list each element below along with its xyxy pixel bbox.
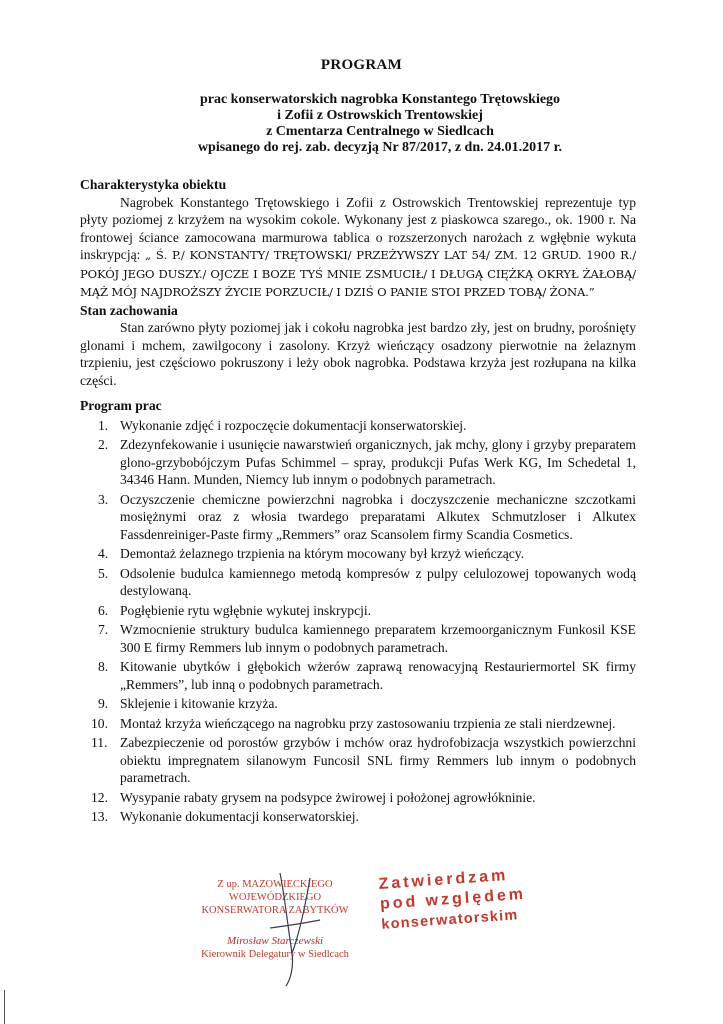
list-item: [80, 621, 636, 656]
subtitle-line: wpisanego do rej. zab. decyzją Nr 87/2017, z dn. 24.01.2017 r.: [197, 140, 563, 155]
list-item: [80, 545, 636, 563]
stamp-line: Zatwierdzam: [378, 866, 509, 893]
item-number: 12.: [91, 789, 108, 805]
item-text: Demontaż żelaznego trzpienia na którym mocowany był krzyż wieńczący.: [120, 546, 525, 561]
item-text: Montaż krzyża wieńczącego na nagrobku przy zastosowaniu trzpienia ze stali nierdzewnej.: [120, 715, 616, 731]
item-text: Odsolenie budulca kamiennego metodą kompresów z pulpy celulozowej topowanych wodą destylowaną.: [120, 565, 636, 598]
list-item: [80, 789, 636, 807]
list-item: [80, 436, 636, 489]
document-title: PROGRAM: [320, 57, 403, 73]
inscription-text: „ Ś. P./ KONSTANTY/ TRĘTOWSKI/ PRZEŻYWSZY LAT 54/ ZM. 12 GRUD. 1900 R./ POKÓJ JEGO DUSZY./ OJCZE I BOZE TYŚ MNIE ZSMUCIŁ/ I DŁUGĄ CIĘŻKĄ OKRYŁ ŻAŁOBĄ/ MĄŻ MÓJ NAJDROŻSZY ŻYCIE PORZUCIŁ/ I DZIŚ O PANIE STOI PRZED TOBĄ/ ŻONA.”: [80, 248, 636, 299]
item-number: 5.: [98, 565, 109, 581]
list-item: [80, 565, 636, 600]
characteristics-text: Nagrobek Konstantego Trętowskiego i Zofii z Ostrowskich Trentowskiej reprezentuje typ płyty poziomej z krzyżem na wysokim cokole. Wykonany jest z piaskowca szarego., ok. 1900 r. Na frontowej ściance zamocowana marmurowa tablica o rozszerzonych narożach z wgłębnie wykuta inskrypcją:: [80, 194, 636, 262]
item-text: Zabezpieczenie od porostów grzybów i mchów oraz hydrofobizacja wszystkich powierzchni obiektu impregnatem silanowym Funcosil SNL firmy Remmers lub innym o podobnych parametrach.: [120, 735, 636, 785]
item-text: Kitowanie ubytków i głębokich wżerów zaprawą renowacyjną Restauriermortel SK firmy „Remmers”, lub inną o podobnych parametrach.: [120, 659, 636, 692]
list-item: [80, 695, 636, 713]
list-item: [80, 417, 636, 435]
stamp-line: konserwatorskim: [380, 907, 519, 933]
subtitle-line: prac konserwatorskich nagrobka Konstantego Trętowskiego: [199, 92, 561, 107]
item-text: Wysypanie rabaty grysem na podsypce żwirowej i położonej agrowłókninie.: [120, 789, 536, 805]
scan-edge-line: [4, 990, 5, 1024]
item-number: 13.: [91, 809, 108, 824]
stamp-name: Mirosław Starczewski: [226, 935, 324, 947]
characteristics-paragraph: [80, 194, 636, 302]
subtitle-line: i Zofii z Ostrowskich Trentowskiej: [277, 108, 483, 123]
section-heading-condition: Stan zachowania: [80, 302, 178, 318]
item-number: 7.: [98, 622, 109, 637]
item-text: Wykonanie zdjęć i rozpoczęcie dokumentacji konserwatorskiej.: [120, 417, 467, 433]
document-body: [80, 176, 636, 828]
list-item: [80, 715, 636, 733]
item-number: 11.: [91, 735, 108, 750]
item-number: 10.: [91, 715, 108, 731]
list-item: [80, 808, 636, 826]
program-list: [80, 417, 636, 826]
stamp-role: Kierownik Delegatury w Siedlcach: [201, 949, 349, 960]
stamp-line: Z up. MAZOWIECKIEGO WOJEWÓDZKIEGO: [217, 879, 333, 903]
list-item: [80, 734, 636, 787]
approval-stamp: [378, 863, 552, 935]
item-text: Sklejenie i kitowanie krzyża.: [120, 696, 278, 711]
item-text: Zdezynfekowanie i usunięcie nawarstwień organicznych, jak mchy, glony i grzyby preparatem glono-grzybobójczym Pufas Schimmel – spray, produkcji Pufas Werk KG, Im Schedetal 1, 34346 Hann. Munden, Niemcy lub innym o podobnych parametrach.: [120, 437, 636, 487]
item-number: 1.: [98, 417, 109, 433]
signature: [250, 868, 340, 988]
item-number: 6.: [98, 602, 109, 618]
item-number: 3.: [98, 491, 109, 507]
item-text: Wykonanie dokumentacji konserwatorskiej.: [120, 809, 359, 824]
document-subtitle: [140, 92, 620, 156]
condition-paragraph: Stan zarówno płyty poziomej jak i cokołu nagrobka jest bardzo zły, jest on brudny, porośnięty glonami i mchem, zawilgocony i zasolony. Krzyż wieńczący osadzony pierwotnie na żelaznym trzpieniu, jest częściowo pokruszony i leży obok nagrobka. Podstawa krzyża jest rozłupana na kilka części.: [80, 320, 636, 388]
list-item: [80, 491, 636, 544]
list-item: [80, 602, 636, 620]
stamp-line: pod względem: [379, 885, 527, 913]
item-number: 4.: [98, 546, 109, 561]
item-number: 9.: [98, 696, 109, 711]
section-heading-characteristics: Charakterystyka obiektu: [80, 177, 227, 192]
stamp-line: KONSERWATORA ZABYTKÓW: [201, 905, 349, 916]
item-text: Oczyszczenie chemiczne powierzchni nagrobka i doczyszczenie mechaniczne szczotkami mosiężnymi oraz z włosia twardego preparatami Alkutex Schmutzloser i Alkutex Fassdenreiniger-Paste firmy „Remmers” oraz Scansolem firmy Scandia Cosmetics.: [120, 491, 636, 542]
subtitle-line: z Cmentarza Centralnego w Siedlcach: [266, 124, 494, 139]
item-number: 2.: [98, 437, 109, 452]
list-item: [80, 658, 636, 693]
section-heading-program: Program prac: [80, 398, 162, 413]
item-number: 8.: [98, 659, 109, 674]
item-text: Pogłębienie rytu wgłębnie wykutej inskrypcji.: [120, 602, 372, 618]
item-text: Wzmocnienie struktury budulca kamiennego preparatem krzemoorganicznym Funkosil KSE 300 E firmy Remmers lub innym o podobnych parametrach.: [120, 622, 636, 655]
